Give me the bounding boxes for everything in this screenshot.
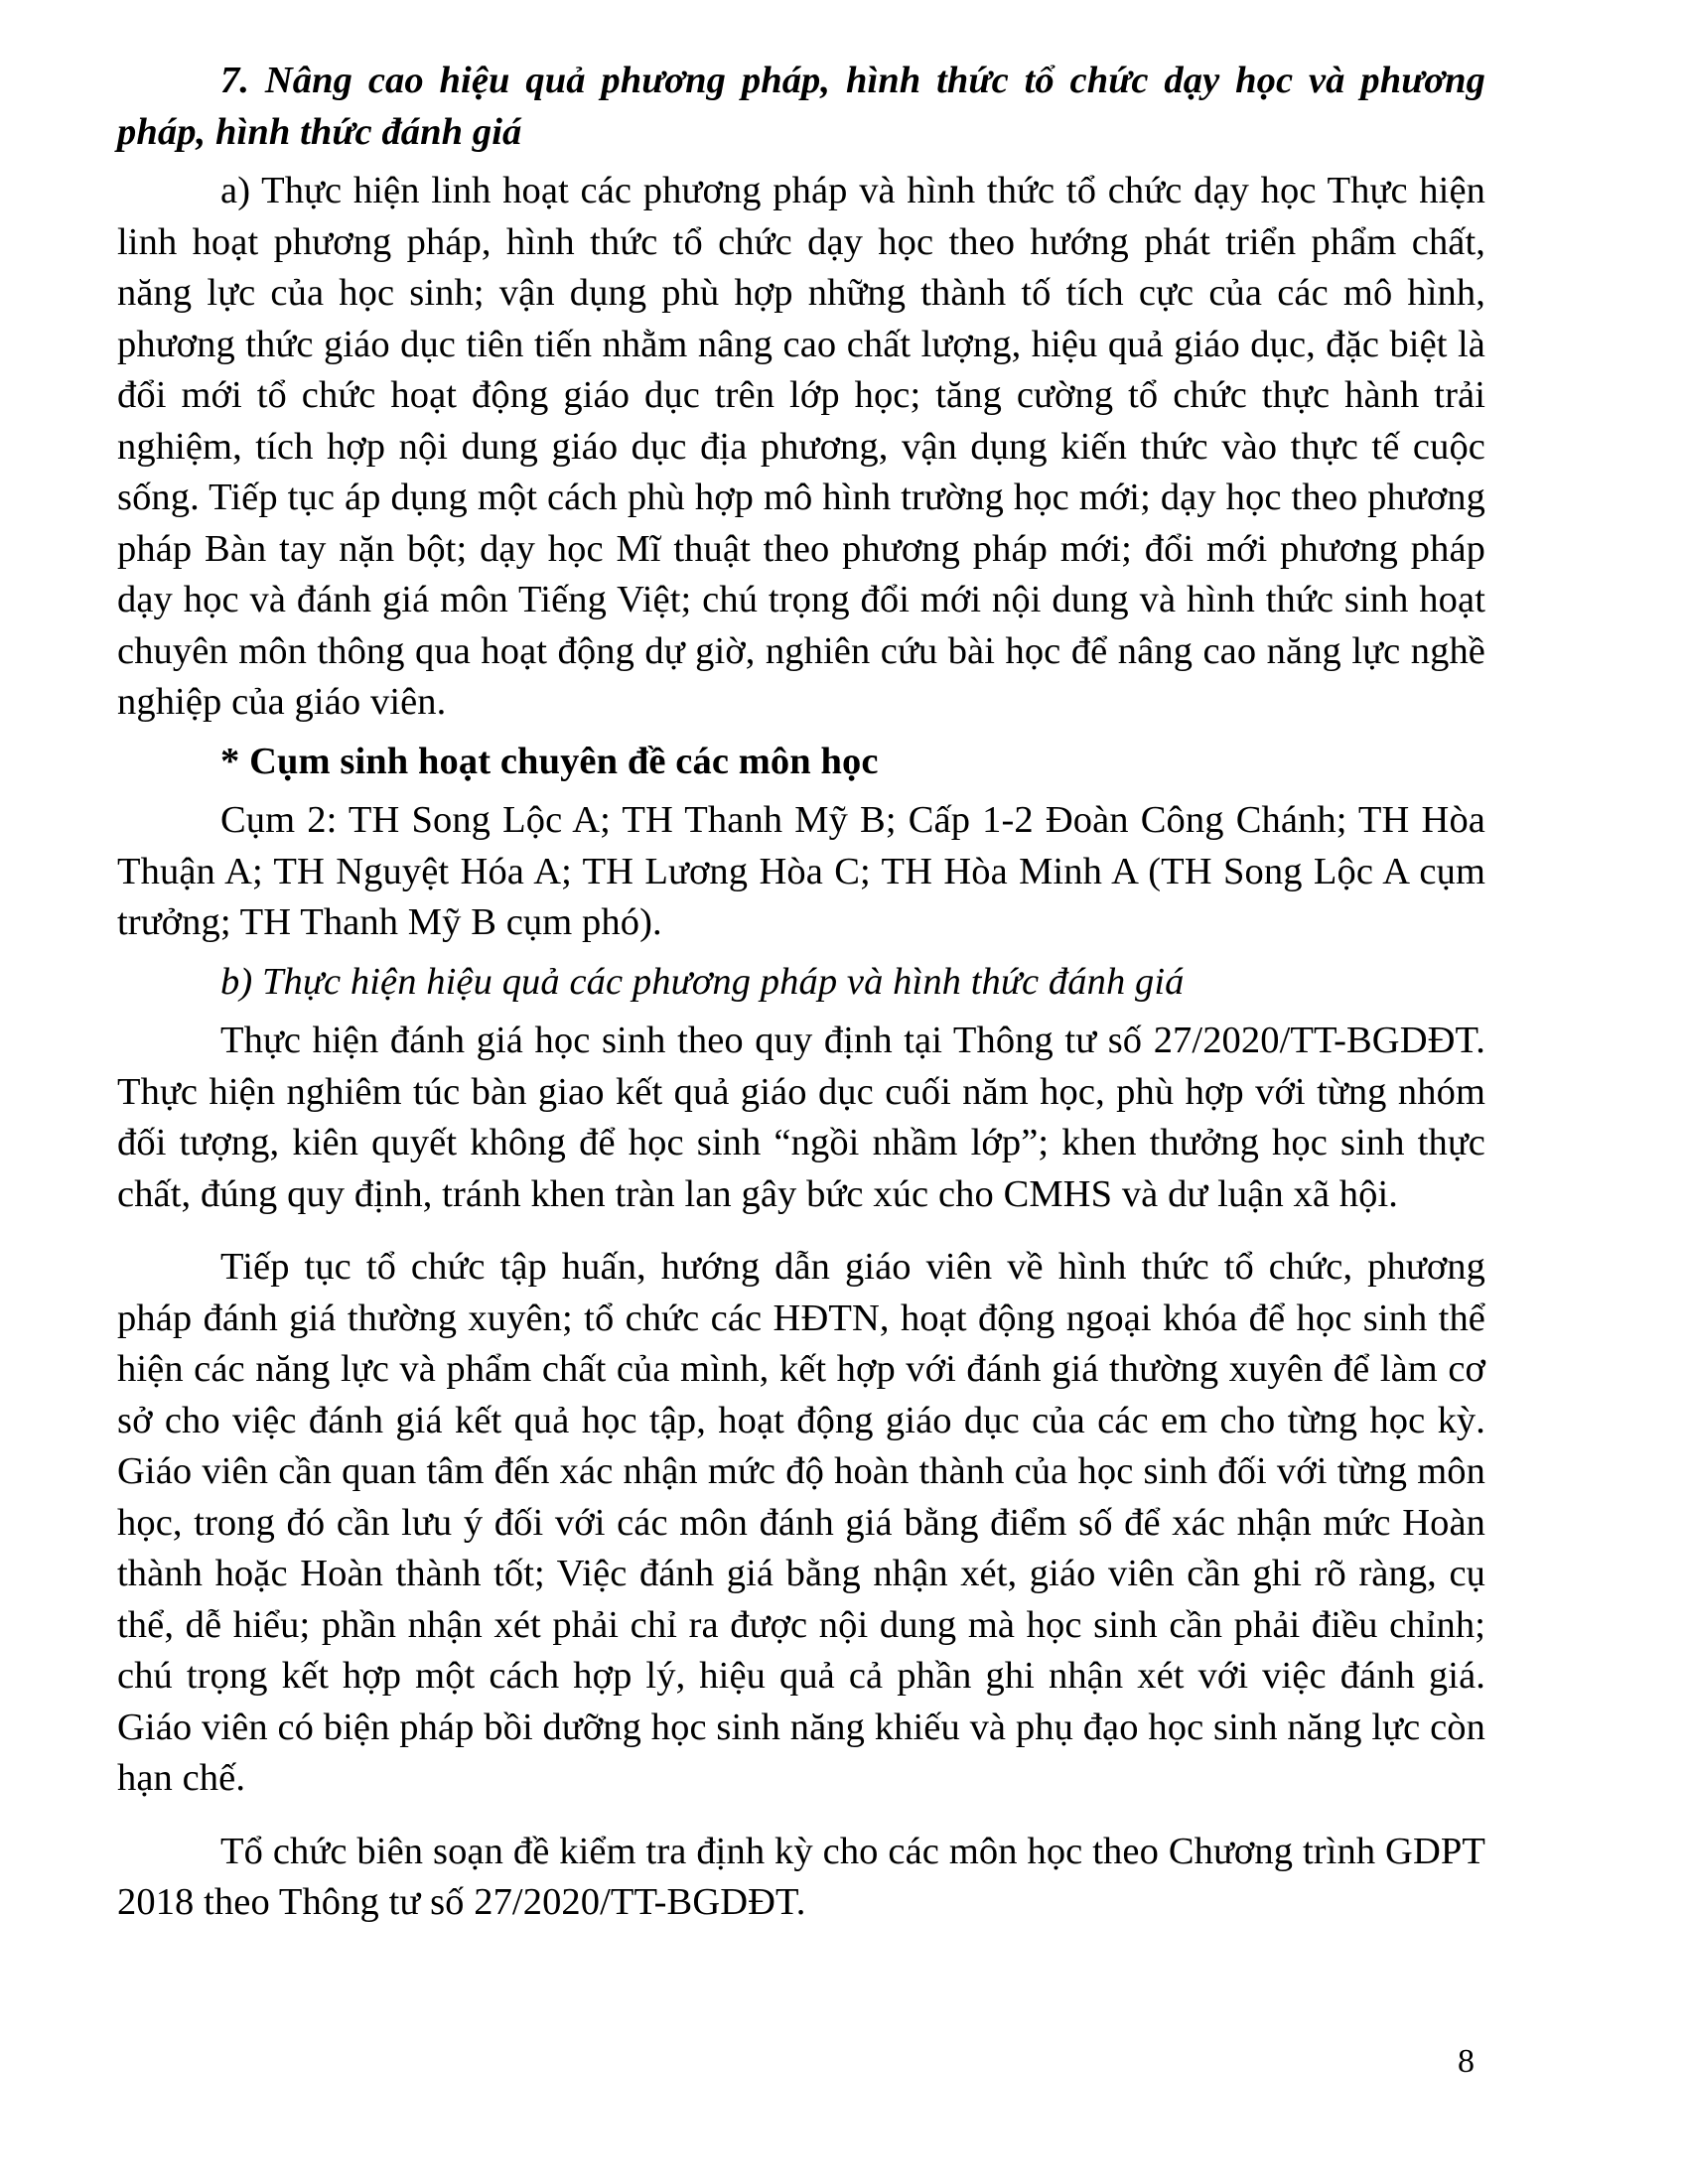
section-heading: 7. Nâng cao hiệu quả phương pháp, hình thức tổ chức dạy học và phương pháp, hình thức đánh giá bbox=[117, 60, 1485, 153]
paragraph-training: Tiếp tục tổ chức tập huấn, hướng dẫn giáo viên về hình thức tổ chức, phương pháp đánh giá thường xuyên; tổ chức các HĐTN, hoạt động ngoại khóa để học sinh thể hiện các năng lực và phẩm chất của mình, kết hợp với đánh giá thường xuyên để làm cơ sở cho việc đánh giá kết quả học tập, hoạt động giáo dục của các em cho từng học kỳ. Giáo viên cần quan tâm đến xác nhận mức độ hoàn thành của học sinh đối với từng môn học, trong đó cần lưu ý đối với các môn đánh giá bằng điểm số để xác nhận mức Hoàn thành hoặc Hoàn thành tốt; Việc đánh giá bằng nhận xét, giáo viên cần ghi rõ ràng, cụ thể, dễ hiểu; phần nhận xét phải chỉ ra được nội dung mà học sinh cần phải điều chỉnh; chú trọng kết hợp một cách hợp lý, hiệu quả cả phần ghi nhận xét với việc đánh giá. Giáo viên có biện pháp bồi dưỡng học sinh năng khiếu và phụ đạo học sinh năng lực còn hạn chế. bbox=[117, 1246, 1485, 1799]
cluster-title: * Cụm sinh hoạt chuyên đề các môn học bbox=[220, 740, 879, 782]
page-number: 8 bbox=[1458, 2043, 1475, 2080]
paragraph-exams: Tổ chức biên soạn đề kiểm tra định kỳ cho các môn học theo Chương trình GDPT 2018 theo Thông tư số 27/2020/TT-BGDĐT. bbox=[117, 1830, 1485, 1923]
cluster-text: Cụm 2: TH Song Lộc A; TH Thanh Mỹ B; Cấp 1-2 Đoàn Công Chánh; TH Hòa Thuận A; TH Nguyệt Hóa A; TH Lương Hòa C; TH Hòa Minh A (TH Song Lộc A cụm trưởng; TH Thanh Mỹ B cụm phó). bbox=[117, 799, 1485, 943]
subheading-b: b) Thực hiện hiệu quả các phương pháp và hình thức đánh giá bbox=[220, 960, 1185, 1003]
paragraph-a: a) Thực hiện linh hoạt các phương pháp và hình thức tổ chức dạy học Thực hiện linh hoạt phương pháp, hình thức tổ chức dạy học theo hướng phát triển phẩm chất, năng lực của học sinh; vận dụng phù hợp những thành tố tích cực của các mô hình, phương thức giáo dục tiên tiến nhằm nâng cao chất lượng, hiệu quả giáo dục, đặc biệt là đổi mới tổ chức hoạt động giáo dục trên lớp học; tăng cường tổ chức thực hành trải nghiệm, tích hợp nội dung giáo dục địa phương, vận dụng kiến thức vào thực tế cuộc sống. Tiếp tục áp dụng một cách phù hợp mô hình trường học mới; dạy học theo phương pháp Bàn tay nặn bột; dạy học Mĩ thuật theo phương pháp mới; đổi mới phương pháp dạy học và đánh giá môn Tiếng Việt; chú trọng đổi mới nội dung và hình thức sinh hoạt chuyên môn thông qua hoạt động dự giờ, nghiên cứu bài học để nâng cao năng lực nghề nghiệp của giáo viên. bbox=[117, 170, 1485, 723]
paragraph-assessment: Thực hiện đánh giá học sinh theo quy định tại Thông tư số 27/2020/TT-BGDĐT. Thực hiện nghiêm túc bàn giao kết quả giáo dục cuối năm học, phù hợp với từng nhóm đối tượng, kiên quyết không để học sinh “ngồi nhầm lớp”; khen thưởng học sinh thực chất, đúng quy định, tránh khen tràn lan gây bức xúc cho CMHS và dư luận xã hội. bbox=[117, 1020, 1485, 1215]
document-page bbox=[117, 56, 1485, 1929]
